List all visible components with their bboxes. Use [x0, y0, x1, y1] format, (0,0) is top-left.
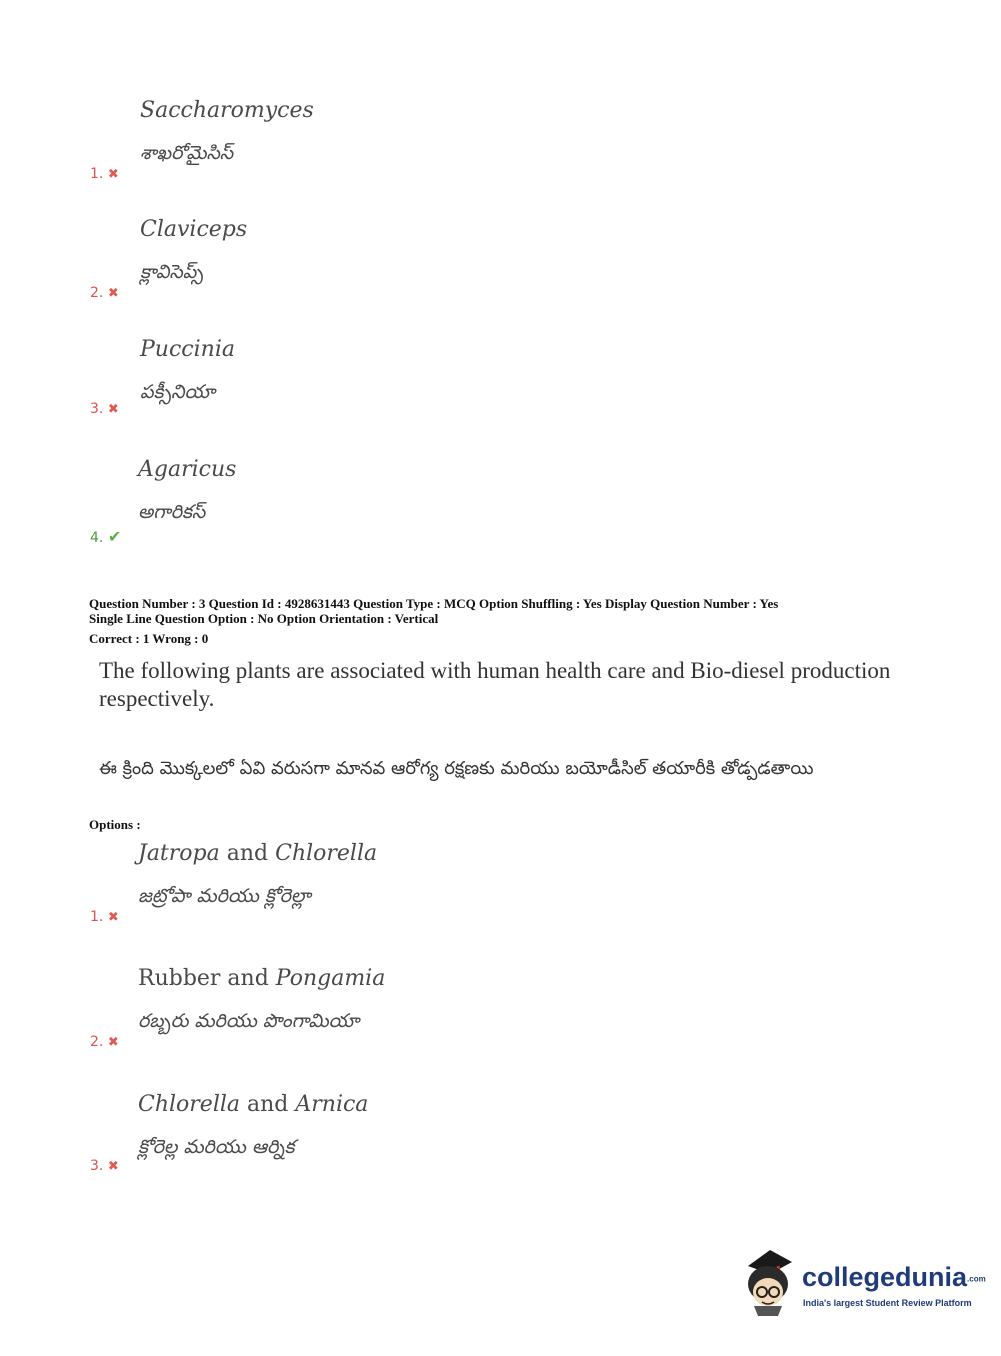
option-text-en: [138, 1092, 368, 1117]
option-text-part: Puccinia: [140, 337, 235, 362]
wrong-cross-icon: ✖: [107, 910, 119, 925]
brand-name: collegedunia.com: [802, 1262, 986, 1292]
option-text-te: పక్సీనియా: [140, 381, 216, 403]
option-text-te: క్లోరెల్ల మరియు ఆర్నిక: [138, 1136, 295, 1158]
option-text-part: Claviceps: [140, 217, 248, 242]
option-text-part: Pongamia: [275, 966, 386, 991]
option-block: [88, 92, 388, 188]
option-text-part: Saccharomyces: [140, 98, 314, 123]
option-number: 3. ✖: [90, 1158, 119, 1174]
option-text-te: రబ్బరు మరియు పొంగామియా: [138, 1010, 360, 1032]
option-block: [88, 211, 388, 307]
option-text-part: and: [219, 841, 276, 866]
option-number: 2. ✖: [90, 285, 119, 301]
option-text-en: [140, 217, 247, 242]
option-number: 1. ✖: [90, 166, 119, 182]
question-stem-te: ఈ క్రింది మొక్కలలో ఏవి వరుసగా మానవ ఆరోగ్య రక్షణకు మరియు బయోడీసిల్ తయారీకి తోడ్పడతాయి: [99, 758, 814, 779]
question-meta-line-2: Single Line Question Option : No Option Orientation : Vertical: [89, 611, 439, 626]
option-text-te: అగారికస్: [138, 501, 206, 523]
option-text-part: Rubber and: [138, 966, 276, 991]
correct-check-icon: ✔: [107, 527, 122, 546]
option-text-en: [138, 457, 236, 482]
wrong-cross-icon: ✖: [107, 1035, 119, 1050]
option-text-part: Chlorella: [275, 841, 378, 866]
option-block: [88, 960, 448, 1056]
brand-tagline: India's largest Student Review Platform: [803, 1298, 972, 1308]
question-stem-en: The following plants are associated with human health care and Bio-diesel production respectively.: [99, 658, 891, 711]
option-text-part: and: [240, 1092, 296, 1117]
option-block: [88, 835, 448, 931]
options-label: Options :: [89, 817, 141, 832]
option-text-part: Chlorella: [138, 1092, 241, 1117]
wrong-cross-icon: ✖: [107, 1159, 119, 1174]
option-block: [88, 1086, 448, 1182]
question-meta-line-1: Question Number : 3 Question Id : 4928631443 Question Type : MCQ Option Shuffling : Yes Display Question Number : Yes: [89, 596, 779, 611]
brand-suffix: .com: [967, 1274, 986, 1284]
collegedunia-logo[interactable]: [740, 1248, 986, 1320]
option-text-te: శాఖరోమైసిస్: [140, 142, 234, 164]
option-number: 1. ✖: [90, 909, 119, 925]
option-text-te: జట్రోపా మరియు క్లోరెల్లా: [138, 885, 311, 907]
mascot-icon: [740, 1248, 800, 1318]
option-text-en: [138, 841, 377, 866]
option-text-en: [140, 337, 235, 362]
option-text-part: Jatropa: [138, 841, 220, 866]
option-number: 2. ✖: [90, 1034, 119, 1050]
option-block: [88, 331, 388, 427]
option-text-en: [140, 98, 314, 123]
option-number: 4. ✔: [90, 527, 122, 546]
score-line: Correct : 1 Wrong : 0: [89, 631, 209, 646]
option-text-te: క్లావిసెప్స్: [140, 261, 204, 283]
wrong-cross-icon: ✖: [107, 402, 119, 417]
wrong-cross-icon: ✖: [107, 167, 119, 182]
option-block: [88, 451, 388, 547]
option-text-en: [138, 966, 385, 991]
option-number: 3. ✖: [90, 401, 119, 417]
option-text-part: Agaricus: [138, 457, 237, 482]
wrong-cross-icon: ✖: [107, 286, 119, 301]
option-text-part: Arnica: [295, 1092, 369, 1117]
